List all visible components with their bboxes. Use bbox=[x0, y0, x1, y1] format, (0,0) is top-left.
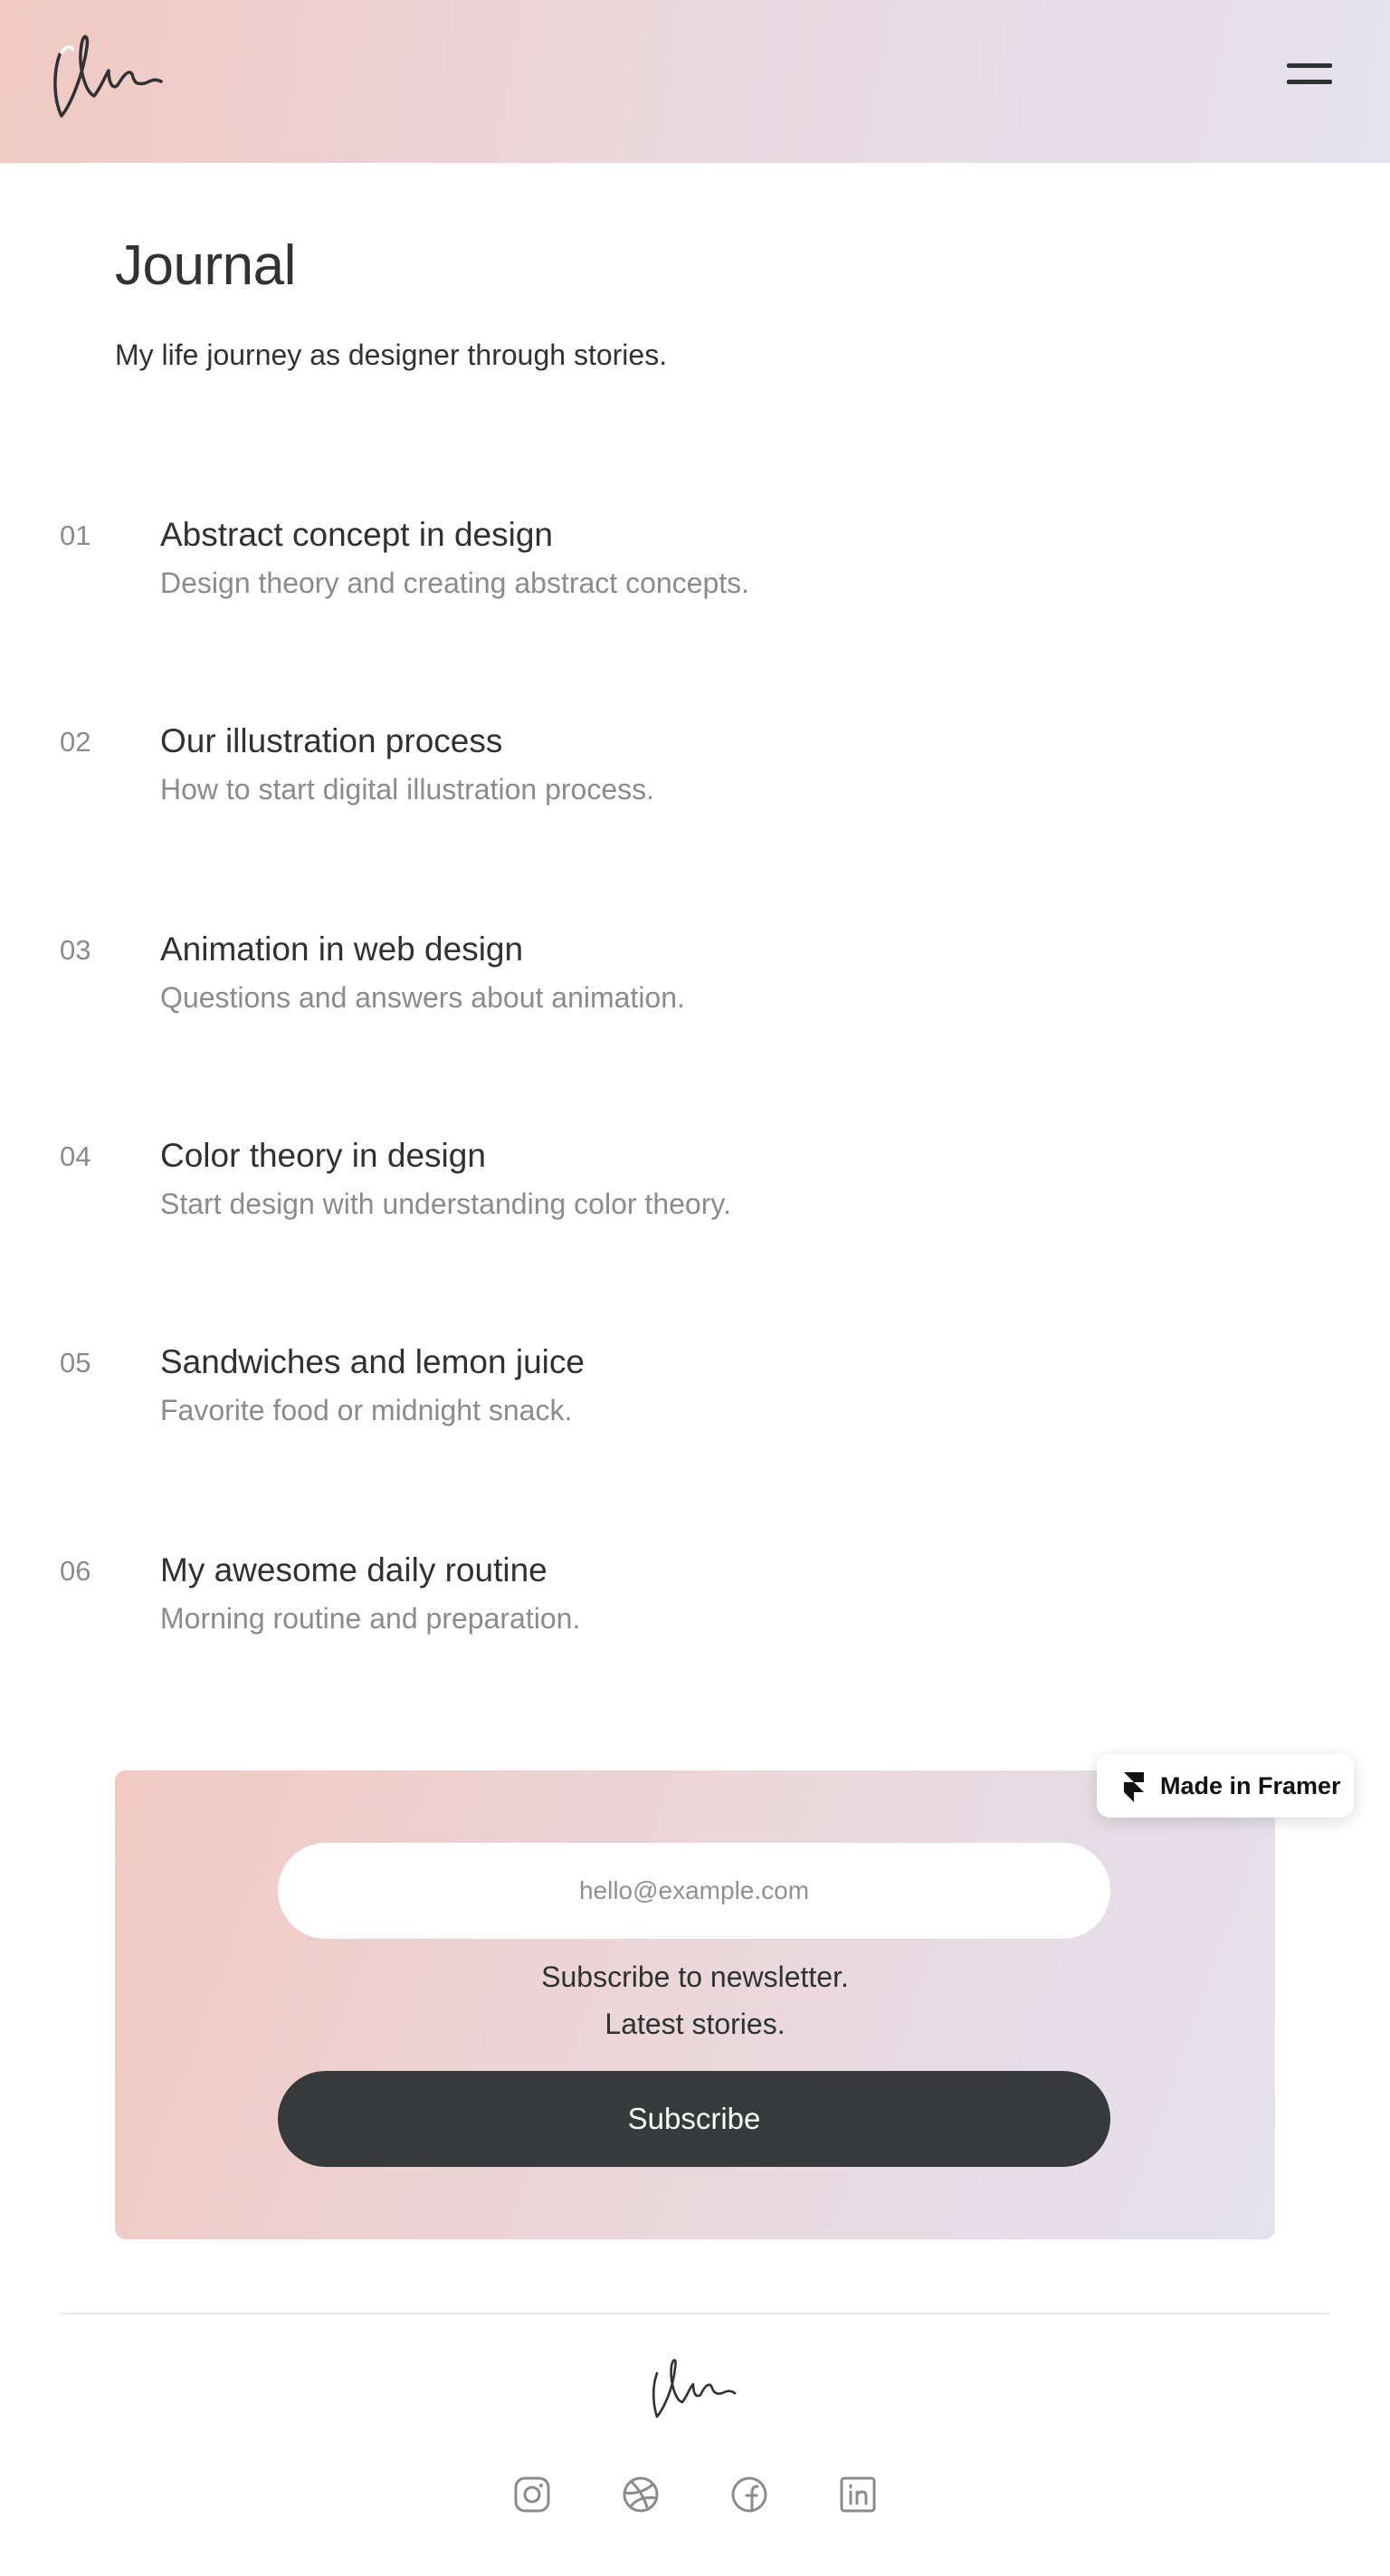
story-number: 02 bbox=[60, 726, 91, 758]
signature-logo[interactable] bbox=[52, 29, 170, 127]
newsletter-card bbox=[115, 1770, 1275, 2239]
linkedin-icon[interactable] bbox=[838, 2475, 878, 2514]
menu-line-bottom bbox=[1287, 80, 1332, 84]
story-number: 01 bbox=[60, 520, 91, 551]
signature-logo[interactable] bbox=[650, 2353, 740, 2426]
site-header bbox=[0, 0, 1390, 163]
story-number: 06 bbox=[60, 1555, 91, 1587]
story-description: Morning routine and preparation. bbox=[160, 1602, 581, 1635]
page-subtitle: My life journey as designer through stories. bbox=[115, 339, 668, 371]
badge-label: Made in Framer bbox=[1160, 1772, 1341, 1799]
story-item[interactable] bbox=[0, 930, 1390, 1066]
subscribe-button[interactable]: Subscribe bbox=[278, 2071, 1110, 2167]
story-title[interactable]: Abstract concept in design bbox=[160, 516, 553, 553]
story-description: Questions and answers about animation. bbox=[160, 981, 685, 1014]
story-item[interactable] bbox=[0, 1137, 1390, 1273]
story-description: Favorite food or midnight snack. bbox=[160, 1394, 573, 1426]
newsletter-heading: Subscribe to newsletter. bbox=[541, 1961, 849, 1993]
instagram-icon[interactable] bbox=[512, 2475, 552, 2514]
story-item[interactable] bbox=[0, 1343, 1390, 1479]
made-in-framer-badge[interactable] bbox=[1097, 1754, 1354, 1818]
story-number: 03 bbox=[60, 934, 91, 966]
framer-icon bbox=[1122, 1771, 1146, 1802]
story-item[interactable] bbox=[0, 1551, 1390, 1687]
newsletter-subheading: Latest stories. bbox=[605, 2008, 785, 2040]
story-title[interactable]: My awesome daily routine bbox=[160, 1551, 547, 1589]
story-title[interactable]: Color theory in design bbox=[160, 1137, 486, 1174]
story-item[interactable] bbox=[0, 516, 1390, 652]
facebook-icon[interactable] bbox=[729, 2475, 769, 2514]
story-description: Start design with understanding color theory. bbox=[160, 1188, 731, 1220]
story-title[interactable]: Sandwiches and lemon juice bbox=[160, 1343, 585, 1380]
story-number: 05 bbox=[60, 1347, 91, 1379]
menu-line-top bbox=[1287, 63, 1332, 68]
story-number: 04 bbox=[60, 1140, 91, 1172]
story-title[interactable]: Our illustration process bbox=[160, 722, 503, 759]
dribbble-icon[interactable] bbox=[621, 2475, 661, 2514]
story-description: Design theory and creating abstract concepts. bbox=[160, 567, 750, 599]
story-item[interactable] bbox=[0, 722, 1390, 858]
story-title[interactable]: Animation in web design bbox=[160, 930, 524, 968]
footer-divider bbox=[60, 2313, 1330, 2314]
page-title: Journal bbox=[115, 234, 296, 297]
hamburger-menu-icon[interactable] bbox=[1283, 60, 1334, 96]
email-input[interactable] bbox=[278, 1843, 1110, 1939]
story-description: How to start digital illustration process. bbox=[160, 773, 654, 806]
